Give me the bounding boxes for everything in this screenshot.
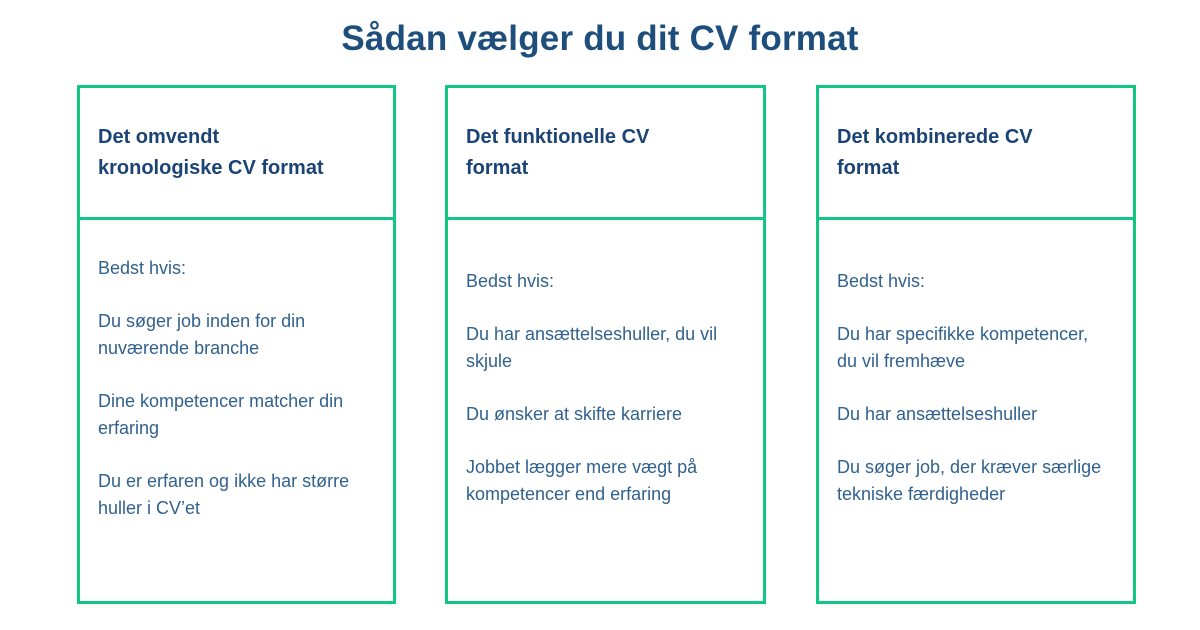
card-combined — [816, 85, 1136, 604]
card-point: Du søger job, der kræver særlige tekniske færdigheder — [837, 457, 1102, 504]
card-body — [448, 220, 763, 508]
card-point: Du har ansættelseshuller — [837, 404, 1038, 424]
card-functional — [445, 85, 766, 604]
card-point: Du har ansættelseshuller, du vil skjule — [466, 324, 718, 371]
card-intro: Bedst hvis: — [466, 271, 555, 291]
card-body — [819, 220, 1133, 508]
card-reverse-chronological — [77, 85, 396, 604]
card-body — [80, 220, 393, 522]
card-heading: Det omvendt kronologiske CV format — [98, 125, 324, 179]
card-intro: Bedst hvis: — [98, 258, 187, 278]
card-heading: Det funktionelle CV format — [466, 125, 650, 179]
card-point: Jobbet lægger mere vægt på kompetencer end erfaring — [466, 457, 698, 504]
card-intro: Bedst hvis: — [837, 271, 926, 291]
card-point: Du søger job inden for din nuværende branche — [98, 311, 306, 358]
page-title: Sådan vælger du dit CV format — [341, 19, 859, 58]
card-header — [80, 88, 393, 217]
card-point: Du har specifikke kompetencer, du vil fremhæve — [837, 324, 1089, 371]
card-header — [448, 88, 763, 217]
card-point: Du er erfaren og ikke har større huller i CV’et — [98, 471, 350, 518]
card-point: Du ønsker at skifte karriere — [466, 404, 683, 424]
card-header — [819, 88, 1133, 217]
card-point: Dine kompetencer matcher din erfaring — [98, 391, 344, 438]
card-heading: Det kombinerede CV format — [837, 125, 1033, 179]
